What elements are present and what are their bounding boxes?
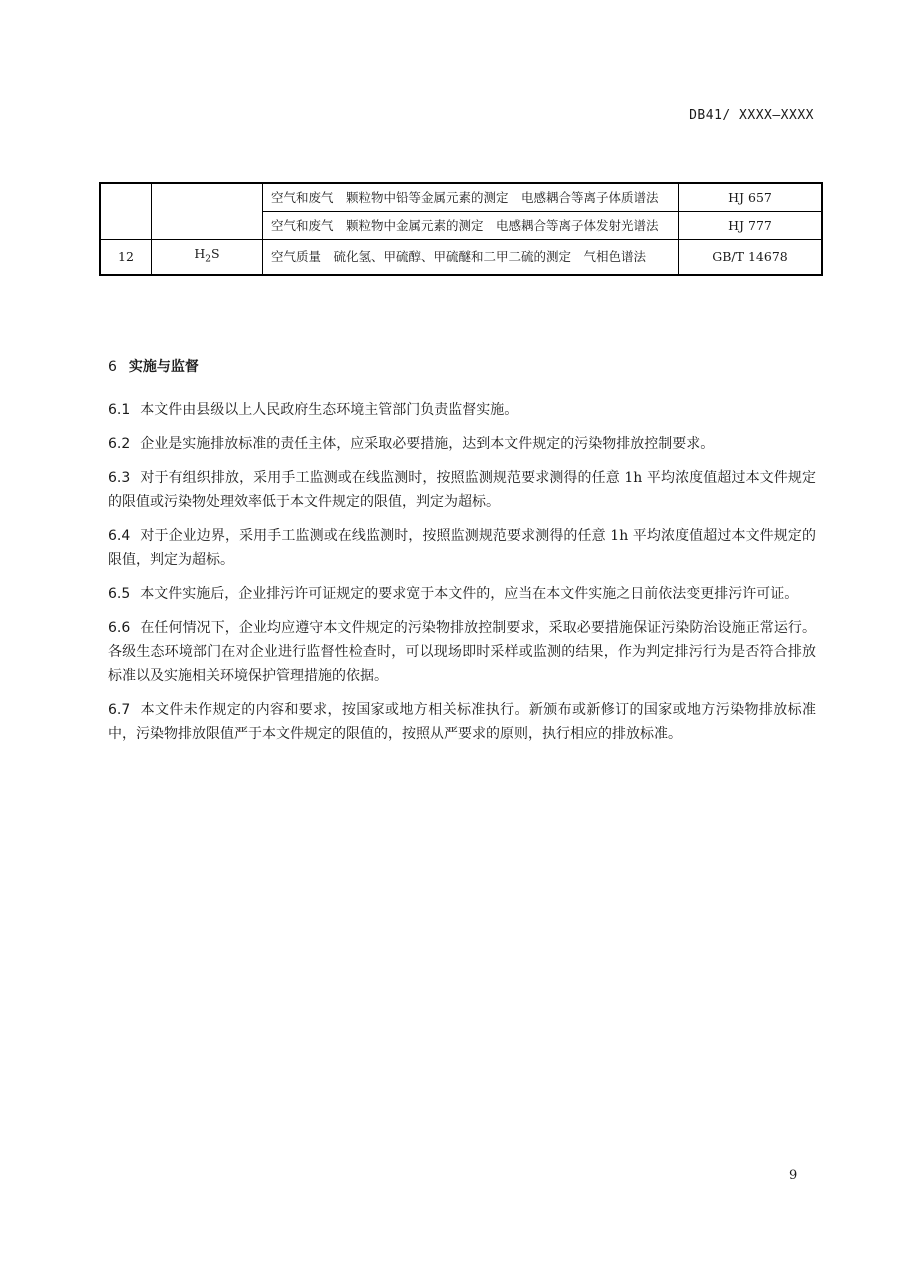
table-cell-no [100, 183, 152, 240]
clause-number: 6.5 [108, 586, 131, 602]
table-row [100, 240, 822, 275]
clause-paragraph [108, 616, 816, 688]
clause-number: 6.7 [108, 702, 131, 718]
clause-text: 本文件由县级以上人民政府生态环境主管部门负责监督实施。 [140, 402, 519, 418]
clause-paragraph [108, 466, 816, 514]
table-cell-pollutant [152, 240, 263, 275]
table-cell-standard: HJ 657 [679, 183, 823, 212]
table-cell-method-name: 空气和废气 颗粒物中铅等金属元素的测定 电感耦合等离子体质谱法 [263, 183, 679, 212]
clause-paragraph [108, 432, 816, 456]
clause-text: 本文件未作规定的内容和要求，按国家或地方相关标准执行。新颁布或新修订的国家或地方污染物排放标准中，污染物排放限值严于本文件规定的限值的，按照从严要求的原则，执行相应的排放标准。 [108, 702, 816, 742]
section-heading [108, 356, 199, 376]
clause-text: 对于企业边界，采用手工监测或在线监测时，按照监测规范要求测得的任意 1h 平均浓度值超过本文件规定的限值，判定为超标。 [108, 528, 816, 568]
clause-number: 6.6 [108, 620, 131, 636]
clause-paragraph [108, 582, 816, 606]
standards-table [99, 182, 823, 276]
clause-number: 6.1 [108, 402, 131, 418]
section-number: 6 [108, 359, 117, 375]
section-body [108, 398, 816, 756]
table-cell-method-name: 空气和废气 颗粒物中金属元素的测定 电感耦合等离子体发射光谱法 [263, 212, 679, 240]
section-title: 实施与监督 [128, 359, 199, 375]
document-code: DB41/ XXXX—XXXX [689, 108, 814, 123]
clause-text: 本文件实施后，企业排污许可证规定的要求宽于本文件的，应当在本文件实施之日前依法变更排污许可证。 [140, 586, 799, 602]
clause-text: 企业是实施排放标准的责任主体，应采取必要措施，达到本文件规定的污染物排放控制要求。 [140, 436, 715, 452]
pollutant-formula-subscript: 2 [205, 254, 212, 265]
table-cell-standard: HJ 777 [679, 212, 823, 240]
table-cell-pollutant [152, 183, 263, 240]
clause-paragraph [108, 398, 816, 422]
table-cell-method-name: 空气质量 硫化氢、甲硫醇、甲硫醚和二甲二硫的测定 气相色谱法 [263, 240, 679, 275]
table-cell-standard: GB/T 14678 [679, 240, 823, 275]
clause-paragraph [108, 698, 816, 746]
page-number: 9 [789, 1168, 798, 1183]
clause-paragraph [108, 524, 816, 572]
table-row [100, 183, 822, 212]
clause-text: 对于有组织排放，采用手工监测或在线监测时，按照监测规范要求测得的任意 1h 平均浓度值超过本文件规定的限值或污染物处理效率低于本文件规定的限值，判定为超标。 [108, 470, 816, 510]
clause-number: 6.2 [108, 436, 131, 452]
clause-text: 在任何情况下，企业均应遵守本文件规定的污染物排放控制要求，采取必要措施保证污染防治设施正常运行。各级生态环境部门在对企业进行监督性检查时，可以现场即时采样或监测的结果，作为判定排污行为是否符合排放标准以及实施相关环境保护管理措施的依据。 [108, 620, 816, 684]
pollutant-formula-tail: S [211, 246, 220, 261]
clause-number: 6.3 [108, 470, 131, 486]
pollutant-formula-main: H [194, 246, 206, 261]
clause-number: 6.4 [108, 528, 131, 544]
table-cell-no: 12 [100, 240, 152, 275]
